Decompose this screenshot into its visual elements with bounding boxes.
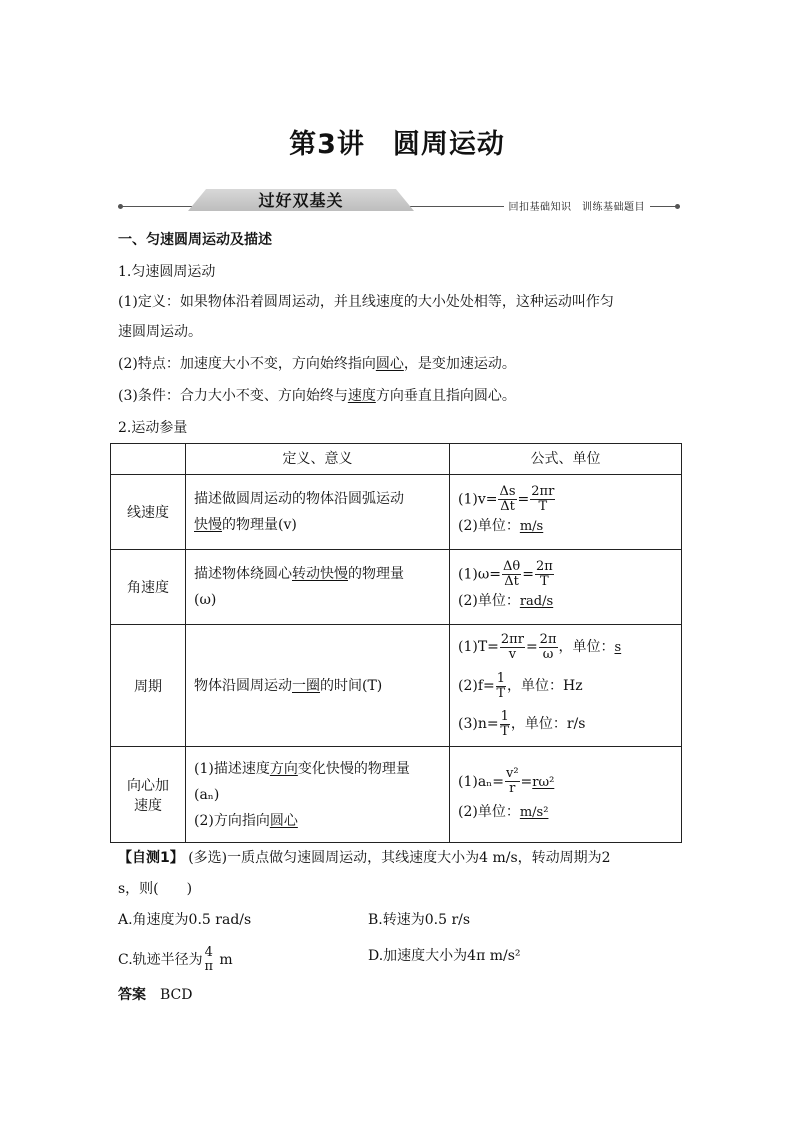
banner-tab-label: 过好双基关 xyxy=(258,191,344,210)
answer-value: BCD xyxy=(160,987,193,1003)
row-formula-centripetal-acceleration: (1)aₙ= $\frac{\text{v²}}{r}$ =rω² (2)单位：m/s² xyxy=(450,747,682,843)
table-row xyxy=(111,625,682,747)
question-line-1: 【自测1】 (多选)一质点做匀速圆周运动，其线速度大小为4 m/s，转动周期为2 xyxy=(118,850,611,866)
condition-line: (3)条件：合力大小不变、方向始终与速度方向垂直且指向圆心。 xyxy=(118,388,516,404)
option-b: B.转速为0.5 r/s xyxy=(368,912,471,928)
row-formula-angular-velocity: (1)ω= $\frac{\Delta\theta}{\Delta t}$ = $\frac{2\pi}{T}$ (2)单位：rad/s xyxy=(450,550,682,625)
section-heading: 一、匀速圆周运动及描述 xyxy=(118,232,272,248)
row-name-linear-velocity: 线速度 xyxy=(111,475,186,550)
parameters-table xyxy=(110,443,682,843)
answer-label: 答案 xyxy=(118,987,146,1003)
row-formula-period: (1)T= $\frac{2\pi r}{v}$ = $\frac{2\pi}{\omega}$ ，单位：s (2)f= $\frac{1}{T}$ ，单位：Hz (3)n= $\frac{1}{T}$ ，单位：r/s xyxy=(450,625,682,747)
question-line-2: s，则( ) xyxy=(118,881,193,897)
table-row xyxy=(111,550,682,625)
question-label: 【自测1】 xyxy=(118,850,184,866)
banner-dot-right xyxy=(675,204,680,209)
feature-line: (2)特点：加速度大小不变，方向始终指向圆心，是变加速运动。 xyxy=(118,356,516,372)
definition-line-2: 速圆周运动。 xyxy=(118,324,202,340)
row-name-period: 周期 xyxy=(111,625,186,747)
table-row xyxy=(111,475,682,550)
title-lecture: 第3讲 xyxy=(289,129,365,160)
row-def-centripetal-acceleration: (1)描述速度方向变化快慢的物理量 (aₙ) (2)方向指向圆心 xyxy=(186,747,450,843)
definition-line-1: (1)定义：如果物体沿着圆周运动，并且线速度的大小处处相等，这种运动叫作匀 xyxy=(118,294,614,310)
banner-subtitle: 回扣基础知识 训练基础题目 xyxy=(504,198,651,213)
option-c: C.轨迹半径为 4 π m xyxy=(118,945,233,974)
row-def-linear-velocity: 描述做圆周运动的物体沿圆弧运动 快慢的物理量(v) xyxy=(186,475,450,550)
table-row xyxy=(111,747,682,843)
section-banner xyxy=(118,189,680,219)
row-def-angular-velocity: 描述物体绕圆心转动快慢的物理量 (ω) xyxy=(186,550,450,625)
header-blank xyxy=(111,444,186,475)
title-topic: 圆周运动 xyxy=(392,129,505,160)
answer-line xyxy=(118,985,192,1005)
row-name-centripetal-acceleration: 向心加 速度 xyxy=(111,747,186,843)
header-definition: 定义、意义 xyxy=(186,444,450,475)
row-def-period: 物体沿圆周运动一圈的时间(T) xyxy=(186,625,450,747)
page-title xyxy=(0,122,794,161)
option-a: A.角速度为0.5 rad/s xyxy=(118,912,252,928)
header-formula: 公式、单位 xyxy=(450,444,682,475)
option-d: D.加速度大小为4π m/s² xyxy=(368,948,521,964)
subheading-uniform-motion: 1.匀速圆周运动 xyxy=(118,264,216,280)
subheading-parameters: 2.运动参量 xyxy=(118,420,188,436)
row-name-angular-velocity: 角速度 xyxy=(111,550,186,625)
row-formula-linear-velocity: (1)v= $\frac{\Delta s}{\Delta t}$ = $\frac{2\pi r}{T}$ (2)单位：m/s xyxy=(450,475,682,550)
banner-dot-left xyxy=(118,204,123,209)
table-header-row xyxy=(111,444,682,475)
